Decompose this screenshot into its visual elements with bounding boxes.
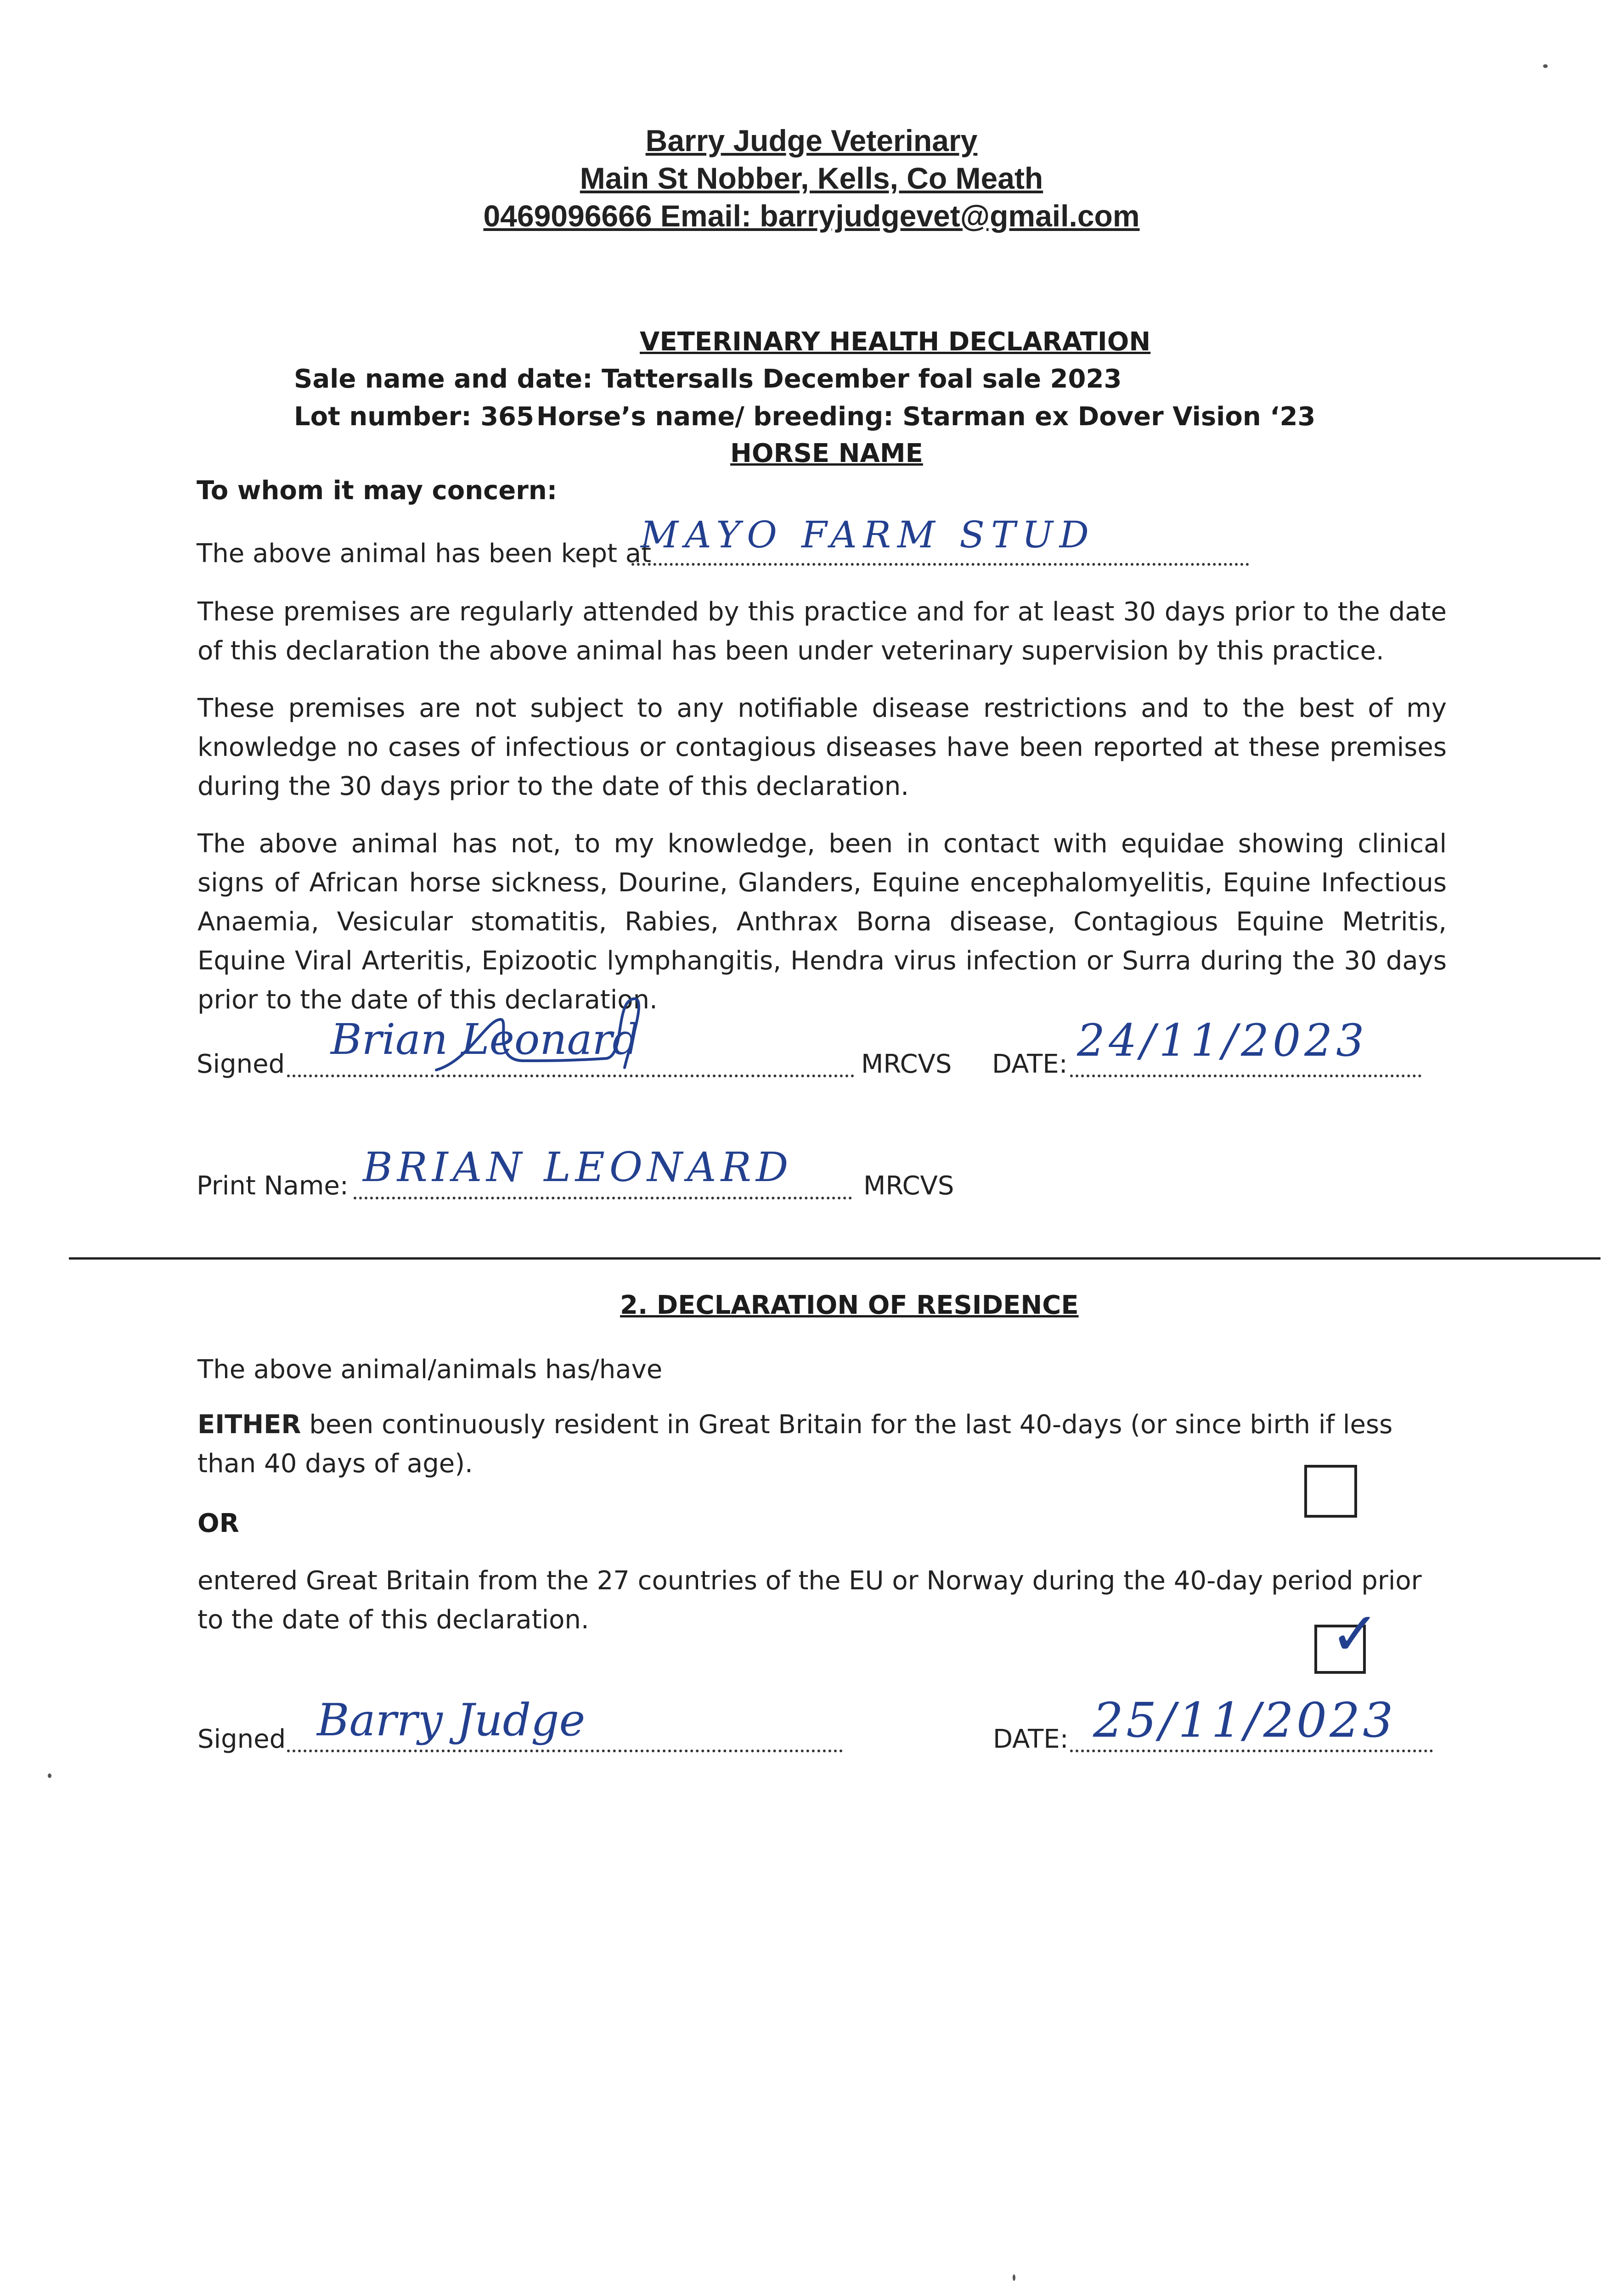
declaration-title: VETERINARY HEALTH DECLARATION xyxy=(640,327,1151,357)
entered-tick: ✓ xyxy=(1330,1599,1380,1669)
vet-signature: Brian Leonard xyxy=(331,1015,640,1064)
horse-name-heading: HORSE NAME xyxy=(730,439,923,468)
sale-name-date: Sale name and date: Tattersalls December foal sale 2023 xyxy=(294,364,1122,394)
signed-label: Signed xyxy=(197,1049,285,1079)
scan-speck xyxy=(1013,2274,1015,2281)
residence-signed-label: Signed xyxy=(197,1724,286,1754)
section-divider xyxy=(69,1257,1600,1260)
contact-paragraph: The above animal has not, to my knowledge, been in contact with equidae showing clinical signs of African horse sickness, Dourine, Glanders, Equine encephalomyelitis, Equine Infectious Anaemia, Vesicular stomatitis, Rabies, Anthrax Borna disease, Contagious Equine Metritis, Equine Viral Arteritis, Epizootic lymphangitis, Hendra virus infection or Surra during the 30 days prior to the date of this declaration. xyxy=(197,829,1447,1015)
either-word: EITHER xyxy=(197,1410,301,1440)
either-text: been continuously resident in Great Britain for the last 40-days (or since birth if less than 40 days of age). xyxy=(197,1410,1393,1479)
date-handwritten: 24/11/2023 xyxy=(1077,1015,1368,1066)
lot-number: Lot number: 365 xyxy=(294,402,534,432)
scan-speck xyxy=(1543,64,1548,68)
scan-speck xyxy=(48,1773,51,1778)
residence-signature: Barry Judge xyxy=(317,1694,586,1746)
print-name-handwritten: BRIAN LEONARD xyxy=(363,1143,793,1191)
practice-contact: 0469096666 Email: barryjudgevet@gmail.com xyxy=(483,199,1140,233)
print-name-label: Print Name: xyxy=(197,1171,349,1201)
entered-paragraph: entered Great Britain from the 27 countries of the EU or Norway during the 40-day period prior to the date of this declaration. xyxy=(197,1566,1422,1635)
signature-flourish xyxy=(432,992,689,1084)
residence-heading: 2. DECLARATION OF RESIDENCE xyxy=(620,1290,1079,1320)
practice-address: Main St Nobber, Kells, Co Meath xyxy=(580,161,1043,195)
salutation: To whom it may concern: xyxy=(197,476,558,506)
practice-name: Barry Judge Veterinary xyxy=(645,124,978,158)
either-paragraph xyxy=(197,1405,1433,1483)
kept-at-label: The above animal has been kept at xyxy=(197,539,652,568)
disease-restriction-paragraph: These premises are not subject to any notifiable disease restrictions and to the best of my knowledge no cases of infectious or contagious diseases have been reported at these premises during the 30 days prior to the date of this declaration. xyxy=(197,693,1447,801)
residence-date-label: DATE: xyxy=(993,1724,1069,1754)
kept-at-dotted-line xyxy=(631,563,1249,566)
residence-date-handwritten: 25/11/2023 xyxy=(1093,1692,1396,1748)
horse-breeding: Horse’s name/ breeding: Starman ex Dover Vision ‘23 xyxy=(536,402,1316,432)
date-label: DATE: xyxy=(992,1049,1068,1079)
supervision-paragraph: These premises are regularly attended by this practice and for at least 30 days prior to the date of this declaration the above animal has been under veterinary supervision by this practice. xyxy=(197,597,1447,666)
entered-checkbox[interactable] xyxy=(1314,1599,1380,1674)
residence-date-dotted-line xyxy=(1070,1750,1433,1752)
either-checkbox[interactable] xyxy=(1304,1465,1357,1518)
kept-at-handwritten: MAYO FARM STUD xyxy=(641,513,1095,556)
residence-signature-dotted-line xyxy=(287,1750,843,1752)
residence-intro: The above animal/animals has/have xyxy=(197,1355,663,1384)
print-name-dotted-line xyxy=(354,1197,852,1199)
or-word: OR xyxy=(197,1508,239,1538)
mrcvs-label: MRCVS xyxy=(861,1049,952,1079)
date-dotted-line xyxy=(1070,1075,1421,1077)
print-name-mrcvs: MRCVS xyxy=(863,1171,954,1201)
